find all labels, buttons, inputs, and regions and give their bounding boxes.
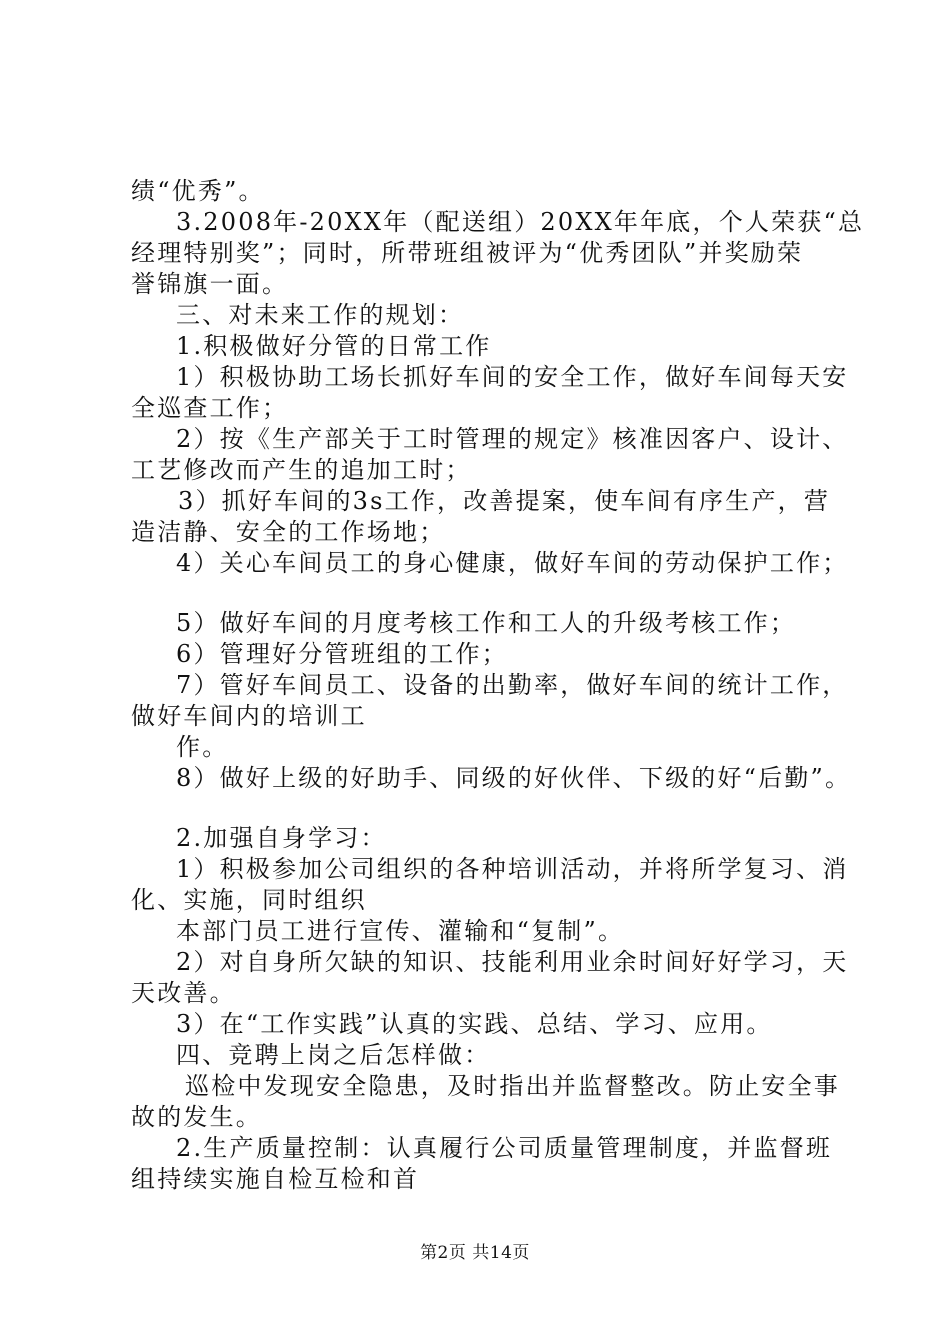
text-line: 7）管好车间员工、设备的出勤率，做好车间的统计工作，	[176, 671, 849, 699]
text-line: 作。	[176, 733, 229, 761]
subsection-heading: 1.积极做好分管的日常工作	[176, 332, 492, 360]
text-line: 2.生产质量控制：认真履行公司质量管理制度，并监督班	[176, 1134, 833, 1162]
text-line: 经理特别奖”；同时，所带班组被评为“优秀团队”并奖励荣	[131, 239, 804, 267]
text-line: 2）按《生产部关于工时管理的规定》核准因客户、设计、	[176, 425, 849, 453]
section-heading: 四、竞聘上岗之后怎样做：	[176, 1041, 491, 1069]
text-line: 绩“优秀”。	[131, 177, 265, 205]
text-line: 工艺修改而产生的追加工时；	[131, 456, 472, 484]
text-line: 造洁静、安全的工作场地；	[131, 518, 446, 546]
text-line: 1）积极协助工场长抓好车间的安全工作，做好车间每天安	[176, 363, 849, 391]
text-line: 3.2008年-20XX年（配送组）20XX年年底，个人荣获“总	[176, 208, 865, 236]
text-line: 2）对自身所欠缺的知识、技能利用业余时间好好学习，天	[176, 948, 849, 976]
text-line: 天改善。	[131, 979, 236, 1007]
text-line: 巡检中发现安全隐患，及时指出并监督整改。防止安全事	[185, 1072, 840, 1100]
text-line: 5）做好车间的月度考核工作和工人的升级考核工作；	[176, 609, 797, 637]
section-heading: 三、对未来工作的规划：	[176, 301, 465, 329]
text-line: 3）在“工作实践”认真的实践、总结、学习、应用。	[176, 1010, 773, 1038]
subsection-heading: 2.加强自身学习：	[176, 824, 387, 852]
text-line: 本部门员工进行宣传、灌输和“复制”。	[176, 917, 625, 945]
text-line: 1）积极参加公司组织的各种培训活动，并将所学复习、消	[176, 855, 849, 883]
text-line: 全巡查工作；	[131, 394, 289, 422]
text-line: 做好车间内的培训工	[131, 702, 367, 730]
text-line: 8）做好上级的好助手、同级的好伙伴、下级的好“后勤”。	[176, 764, 852, 792]
text-line: 故的发生。	[131, 1103, 262, 1131]
text-line: 6）管理好分管班组的工作；	[176, 640, 508, 668]
text-line: 3）抓好车间的3s工作，改善提案，使车间有序生产，营	[178, 487, 831, 515]
text-line: 誉锦旗一面。	[131, 270, 289, 298]
page-number-footer: 第2页 共14页	[420, 1243, 530, 1263]
text-line: 组持续实施自检互检和首	[131, 1165, 420, 1193]
text-line: 4）关心车间员工的身心健康，做好车间的劳动保护工作；	[176, 549, 849, 577]
text-line: 化、实施，同时组织	[131, 886, 367, 914]
